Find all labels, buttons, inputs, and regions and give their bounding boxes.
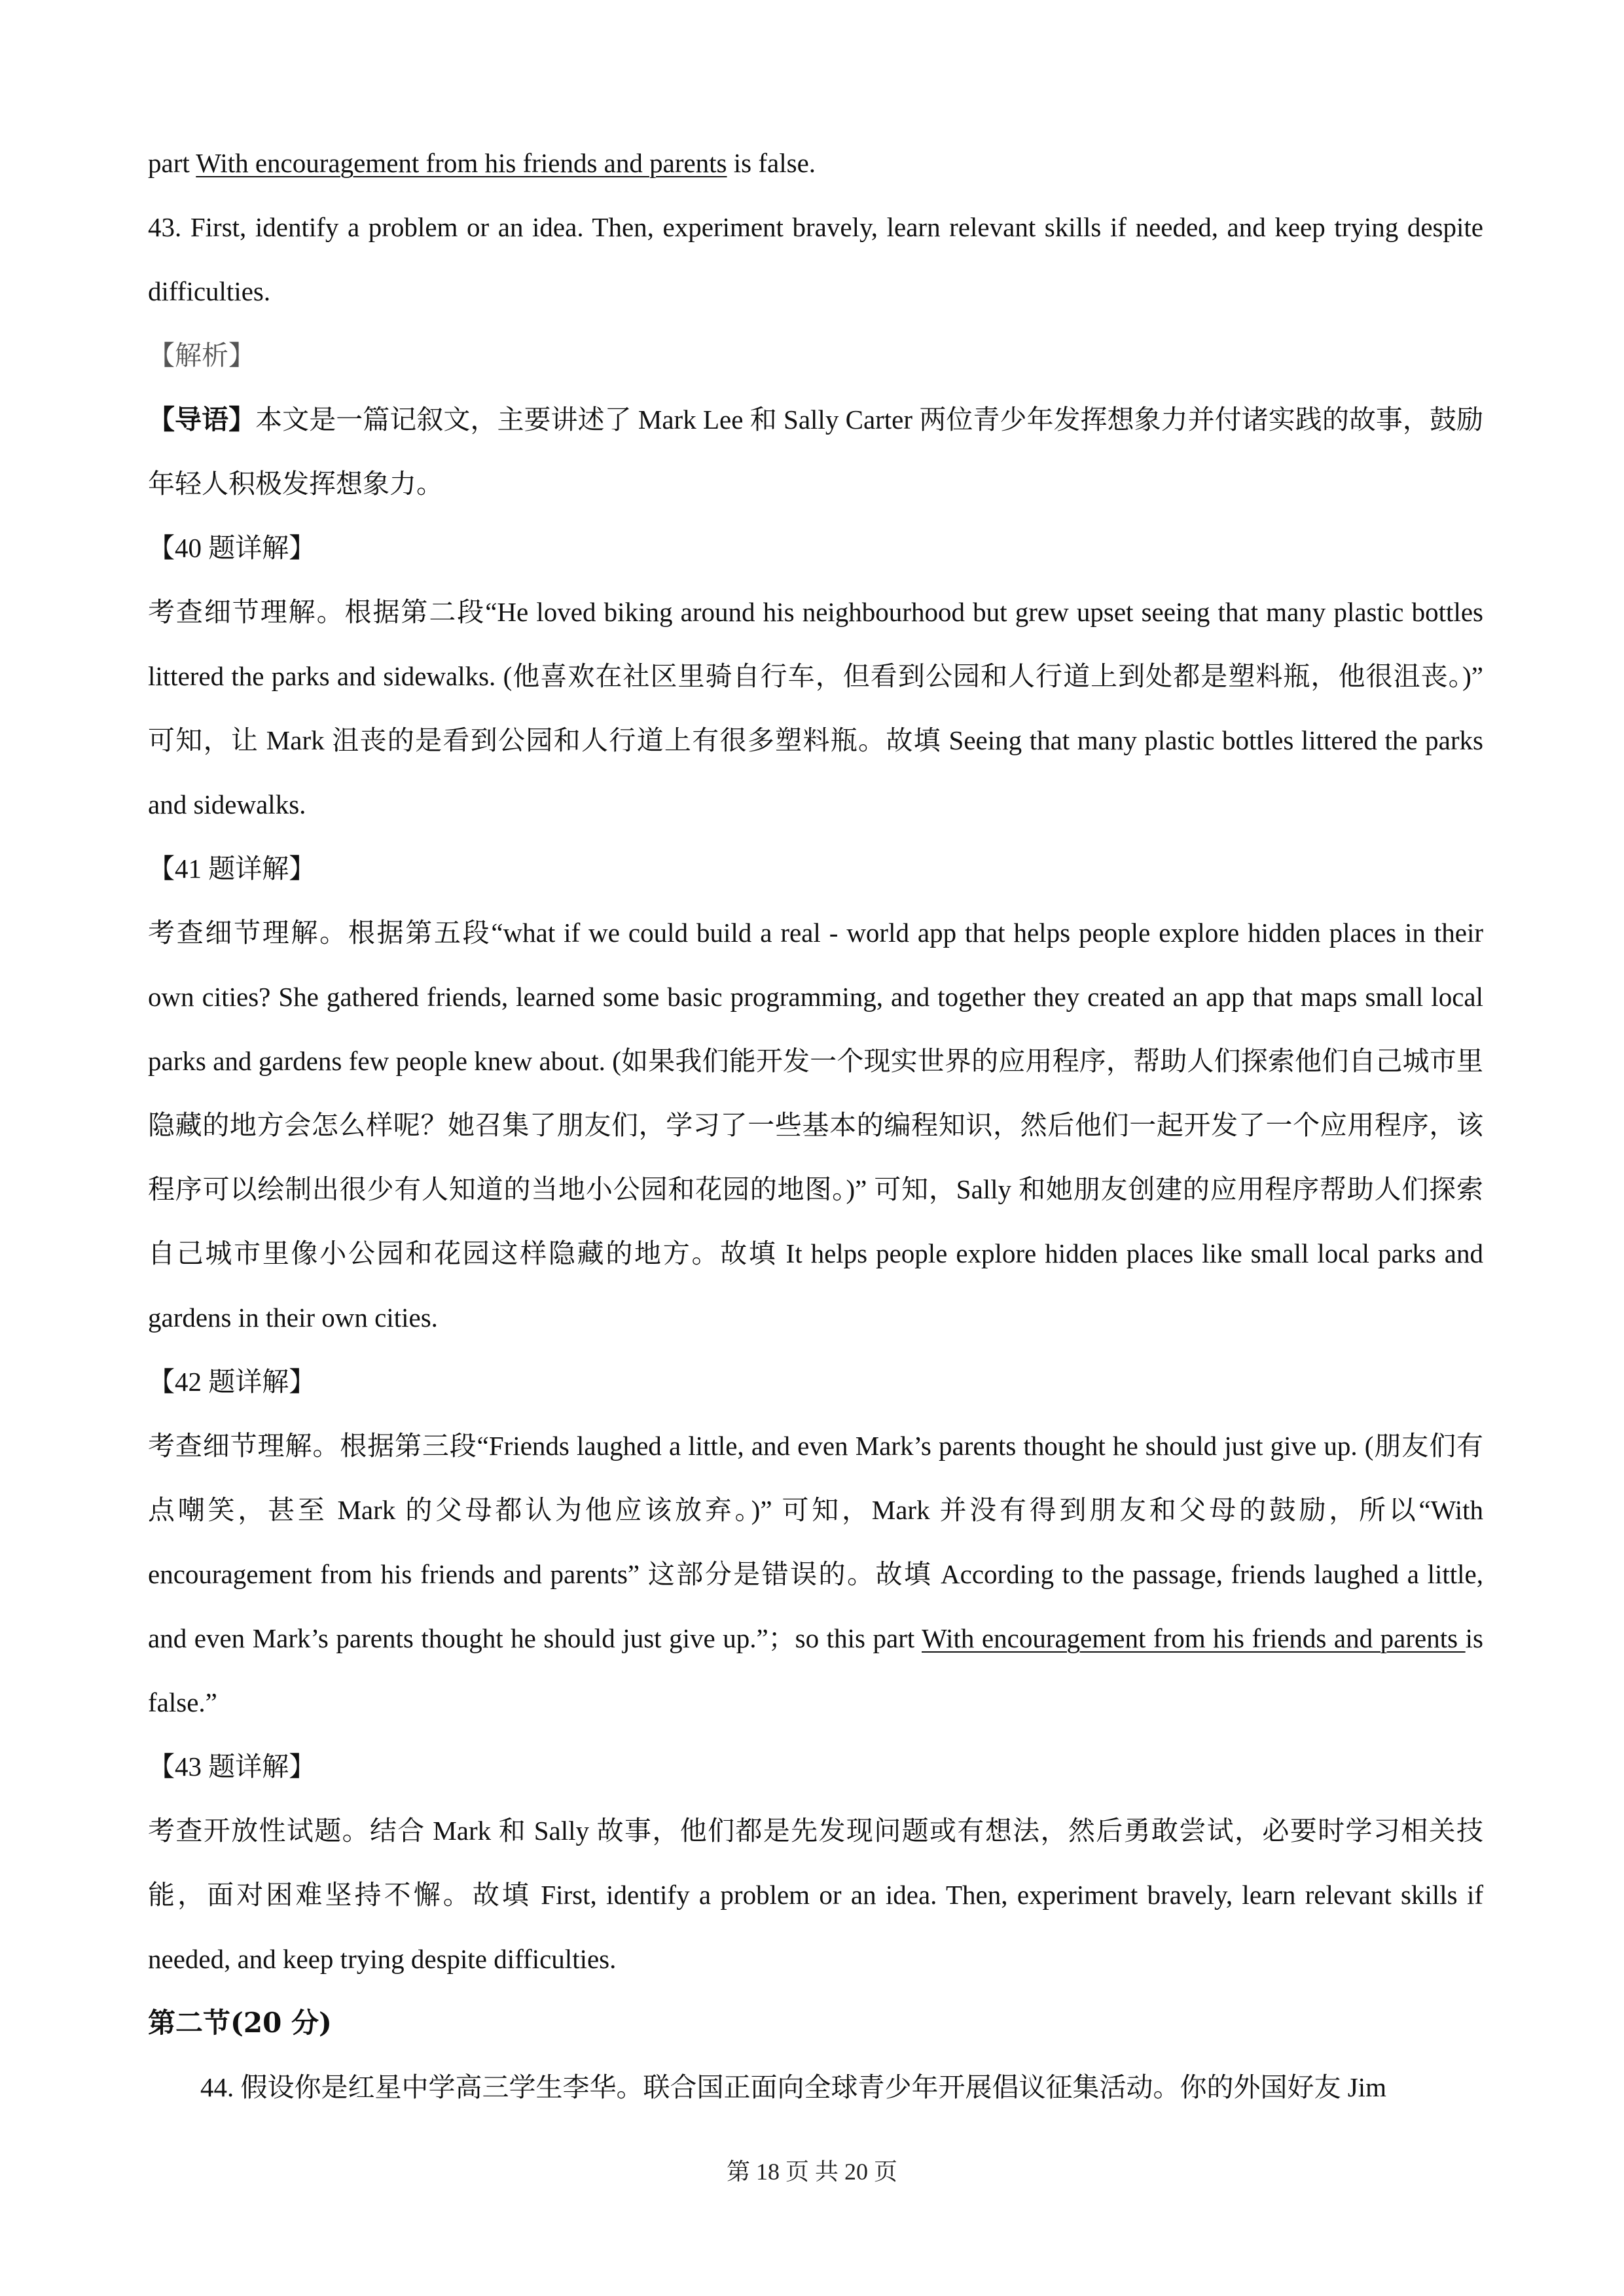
underlined-phrase: With encouragement from his friends and parents bbox=[196, 148, 727, 178]
q43-explanation: 考查开放性试题。结合 Mark 和 Sally 故事，他们都是先发现问题或有想法，然后勇敢尝试，必要时学习相关技能，面对困难坚持不懈。故填 First, identify a problem or an idea. Then, experiment bravely, learn relevant skills if needed, and keep trying despite difficulties. bbox=[148, 1816, 1483, 1974]
q44-prompt: 44. 假设你是红星中学高三学生李华。联合国正面向全球青少年开展倡议征集活动。你的外国好友 Jim bbox=[200, 2072, 1386, 2102]
q42-heading: 【42 题详解】 bbox=[148, 1367, 316, 1397]
page-footer: 第 18 页 共 20 页 bbox=[726, 2159, 897, 2185]
previous-answer-line bbox=[148, 131, 1483, 195]
section-two-heading: 第二节(20 分) bbox=[148, 2007, 332, 2039]
q42-explanation bbox=[148, 1414, 1483, 1734]
q41-explanation: 考查细节理解。根据第五段“what if we could build a real - world app that helps people explore hidden places in their own cities? She gathered friends, learned some basic programming, and together they created an app that maps small local parks and gardens few people knew about. (如果我们能开发一个现实世界的应用程序，帮助人们探索他们自己城市里隐藏的地方会怎么样呢？她召集了朋友们，学习了一些基本的编程知识，然后他们一起开发了一个应用程序，该程序可以绘制出很少有人知道的当地小公园和花园的地图。)” 可知，Sally 和她朋友创建的应用程序帮助人们探索自己城市里像小公园和花园这样隐藏的地方。故填 It helps people explore hidden places like small local parks and gardens in their own cities. bbox=[148, 918, 1483, 1333]
q43-heading: 【43 题详解】 bbox=[148, 1751, 316, 1782]
q40-explanation: 考查细节理解。根据第二段“He loved biking around his neighbourhood but grew upset seeing that many plastic bottles littered the parks and sidewalks. (他喜欢在社区里骑自行车，但看到公园和人行道上到处都是塑料瓶，他很沮丧。)” 可知，让 Mark 沮丧的是看到公园和人行道上有很多塑料瓶。故填 Seeing that many plastic bottles littered the parks and sidewalks. bbox=[148, 597, 1483, 819]
q42-text-end: is false.” bbox=[148, 1623, 1483, 1717]
text-part: part bbox=[148, 148, 196, 178]
content-column bbox=[148, 131, 1483, 2119]
daoyu-paragraph bbox=[148, 387, 1483, 516]
daoyu-text: 本文是一篇记叙文，主要讲述了 Mark Lee 和 Sally Carter 两位青少年发挥想象力并付诸实践的故事，鼓励年轻人积极发挥想象力。 bbox=[148, 404, 1484, 499]
jiexi-label: 【解析】 bbox=[148, 340, 255, 370]
q41-heading: 【41 题详解】 bbox=[148, 853, 316, 884]
q40-heading: 【40 题详解】 bbox=[148, 533, 316, 563]
daoyu-label: 【导语】 bbox=[148, 404, 256, 435]
q42-underlined: With encouragement from his friends and parents bbox=[922, 1623, 1466, 1653]
q43-answer: 43. First, identify a problem or an idea. Then, experiment bravely, learn relevant skills if needed, and keep trying despite difficulties. bbox=[148, 212, 1483, 306]
text-false: is false. bbox=[727, 148, 816, 178]
q42-text-main: 考查细节理解。根据第三段“Friends laughed a little, and even Mark’s parents thought he should just give up. (朋友们有点嘲笑，甚至 Mark 的父母都认为他应该放弃。)” 可知，Mark 并没有得到朋友和父母的鼓励，所以“With encouragement from his friends and parents” 这部分是错误的。故填 According to the passage, friends laughed a little, and even Mark’s parents thought he should just give up.”；so this part bbox=[148, 1431, 1483, 1653]
